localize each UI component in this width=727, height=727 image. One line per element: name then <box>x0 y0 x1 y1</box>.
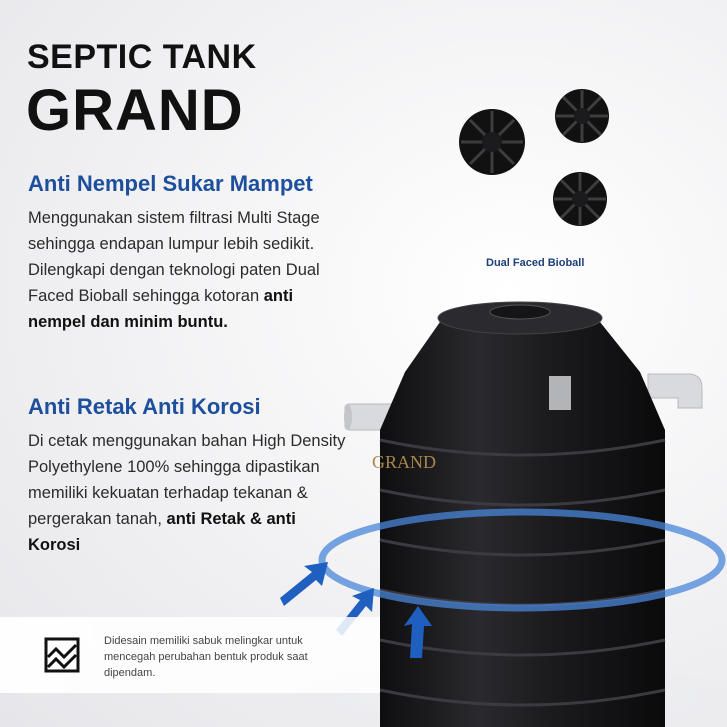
bioball-image-1 <box>455 105 530 180</box>
section1-heading: Anti Nempel Sukar Mampet <box>28 171 313 196</box>
tank-brand-label: GRAND <box>372 452 437 472</box>
section1-text: Menggunakan sistem filtrasi Multi Stage sehingga endapan lumpur lebih sedikit. Dilengkapi dengan teknologi paten Dual Faced Bioball sehingga kotoran anti nempel dan minim buntu. <box>28 209 320 331</box>
banner-text: Didesain memiliki sabuk melingkar untuk mencegah perubahan bentuk produk saat dipendam. <box>104 635 308 679</box>
bioball-image-3 <box>549 168 611 230</box>
title-line2: GRAND <box>26 78 244 143</box>
section2-text: Di cetak menggunakan bahan High Density Polyethylene 100% sehingga dipastikan memiliki kekuatan terhadap tekanan & pergerakan tanah, anti Retak & anti Korosi <box>28 432 346 554</box>
bioball-image-2 <box>551 85 613 147</box>
bioball-caption: Dual Faced Bioball <box>486 257 585 269</box>
section2-heading: Anti Retak Anti Korosi <box>28 394 261 419</box>
title-line1: SEPTIC TANK <box>27 38 257 76</box>
ground-movement-icon <box>44 637 80 673</box>
